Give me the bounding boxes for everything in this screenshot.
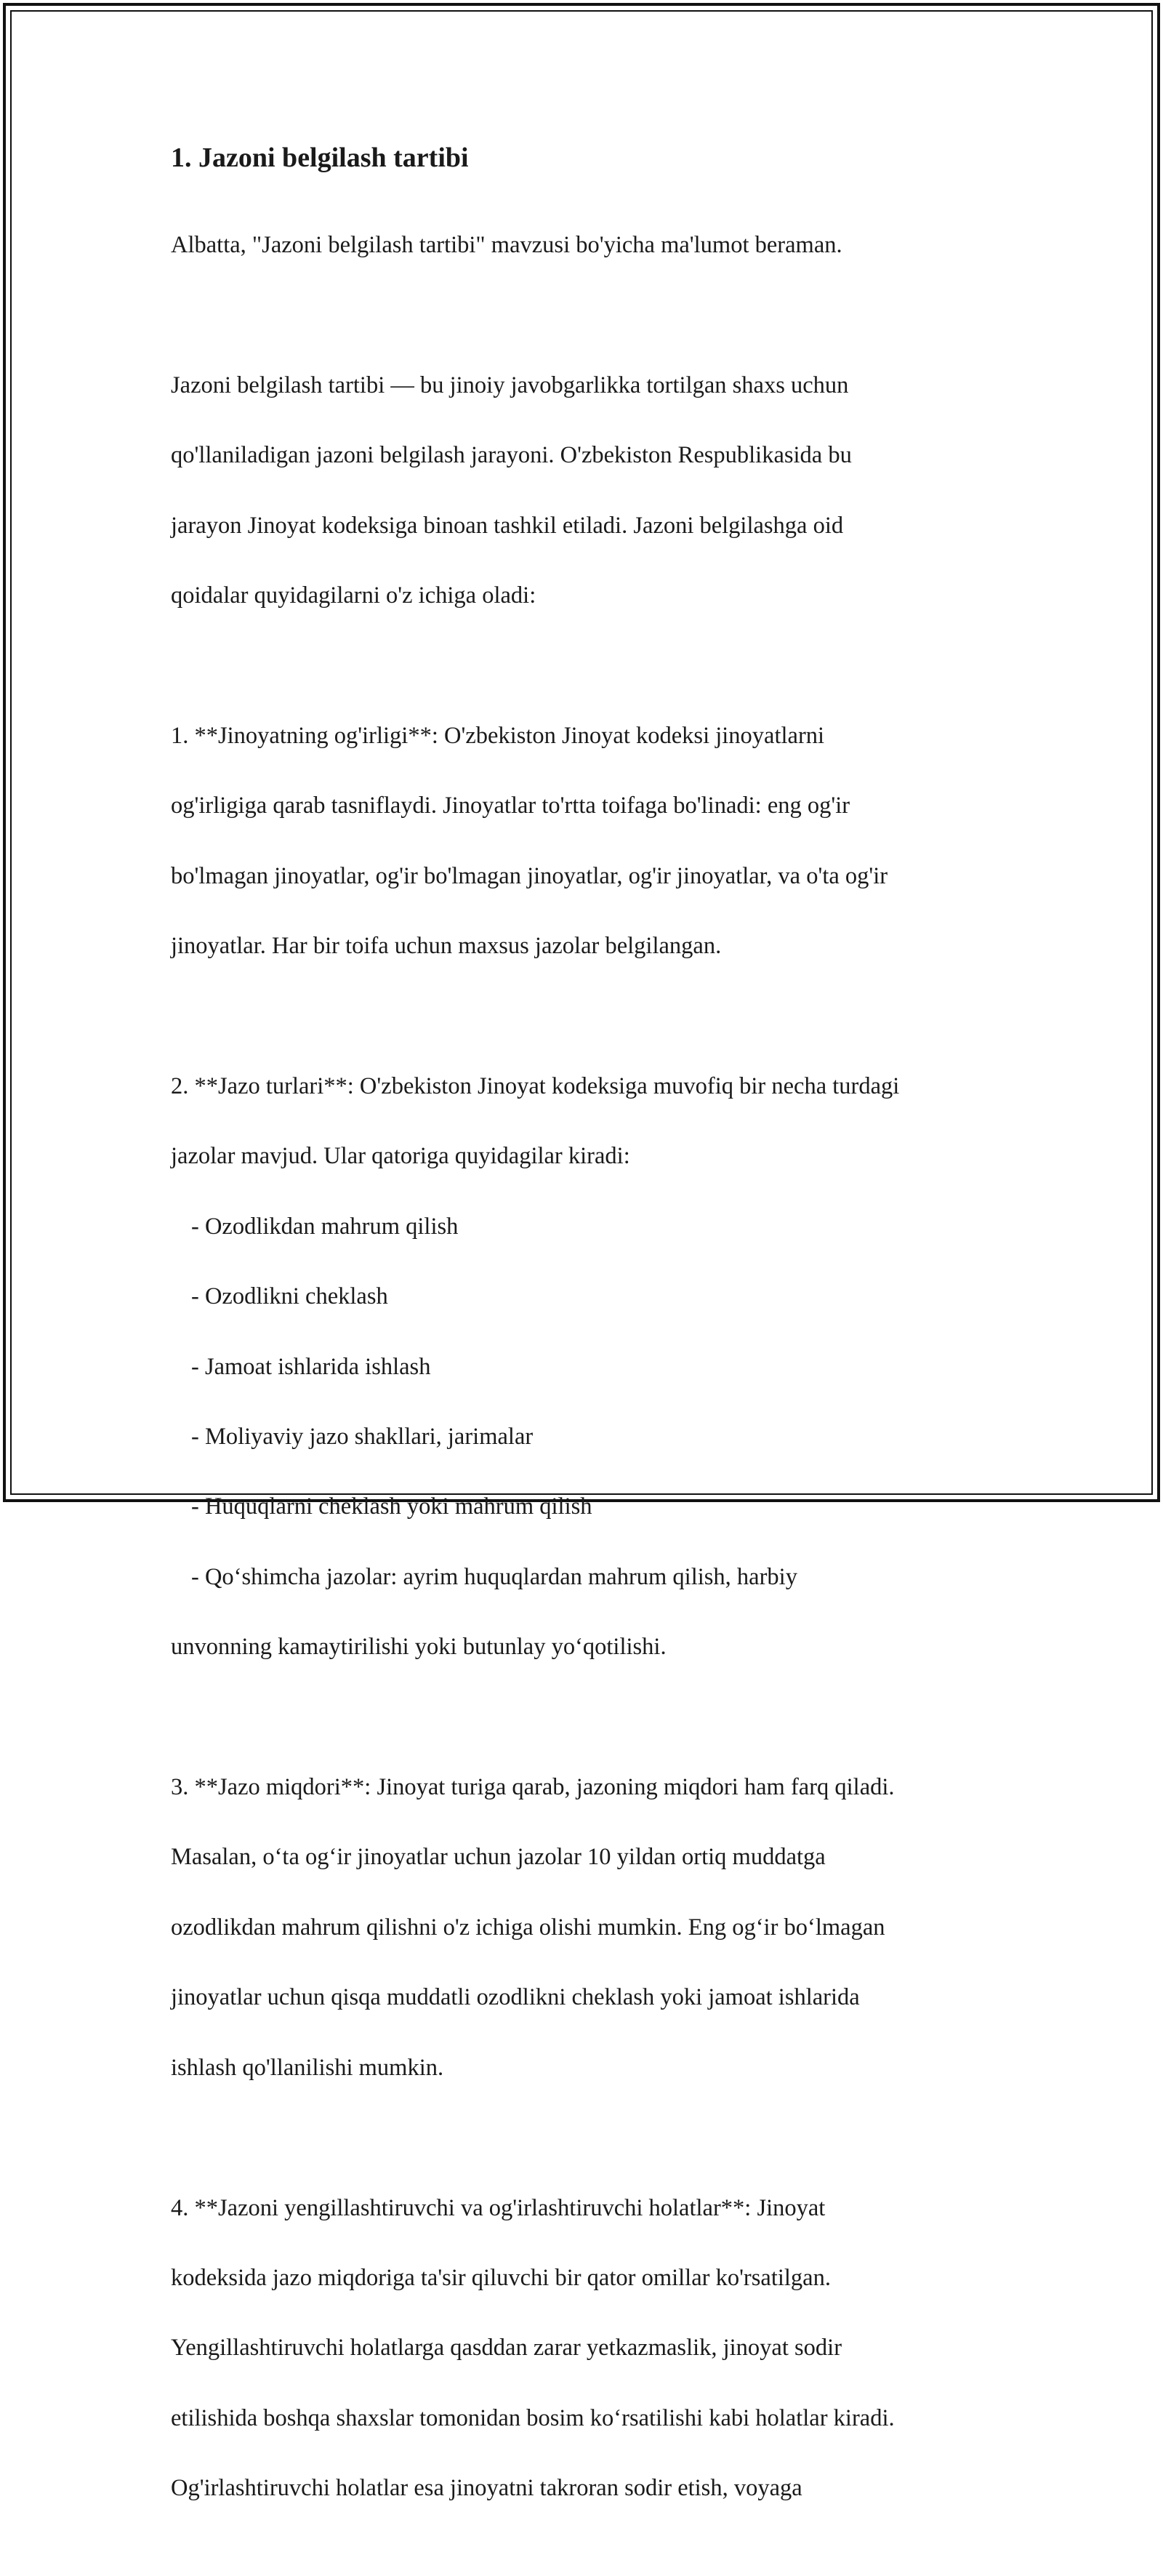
point-3-line: ozodlikdan mahrum qilishni o'z ichiga olishi mumkin. Eng og‘ir bo‘lmagan [171, 1914, 885, 1941]
point-4-line: Og'irlashtiruvchi holatlar esa jinoyatni takroran sodir etish, voyaga [171, 2475, 802, 2502]
definition-line: qo'llaniladigan jazoni belgilash jarayoni. O'zbekiston Respublikasida bu [171, 442, 852, 469]
definition-paragraph [171, 333, 1014, 649]
point-4-line: Yengillashtiruvchi holatlarga qasddan zarar yetkazmaslik, jinoyat sodir [171, 2335, 842, 2362]
definition-line: jarayon Jinoyat kodeksiga binoan tashkil etiladi. Jazoni belgilashga oid [171, 512, 844, 539]
point-3-line: ishlash qo'llanilishi mumkin. [171, 2054, 444, 2081]
point-4-line: 4. **Jazoni yengillashtiruvchi va og'irlashtiruvchi holatlar**: Jinoyat [171, 2194, 826, 2221]
penalty-list-item: - Qo‘shimcha jazolar: ayrim huquqlardan mahrum qilish, harbiy [191, 1563, 797, 1590]
penalty-list-item: - Moliyaviy jazo shakllari, jarimalar [191, 1424, 534, 1450]
point-2-paragraph [171, 1034, 1014, 1700]
point-4-line: kodeksida jazo miqdoriga ta'sir qiluvchi bir qator omillar ko'rsatilgan. [171, 2264, 831, 2291]
point-2-line: 2. **Jazo turlari**: O'zbekiston Jinoyat kodeksiga muvofiq bir necha turdagi [171, 1073, 900, 1100]
point-3-line: 3. **Jazo miqdori**: Jinoyat turiga qarab, jazoning miqdori ham farq qiladi. [171, 1774, 895, 1801]
point-3-line: jinoyatlar uchun qisqa muddatli ozodlikni cheklash yoki jamoat ishlarida [171, 1984, 860, 2011]
point-4-paragraph [171, 2155, 1014, 2540]
point-4-line: etilishida boshqa shaxslar tomonidan bosim ko‘rsatilishi kabi holatlar kiradi. [171, 2404, 895, 2431]
penalty-list-item: - Huquqlarni cheklash yoki mahrum qilish [191, 1493, 592, 1520]
intro-line: Albatta, "Jazoni belgilash tartibi" mavzusi bo'yicha ma'lumot beraman. [171, 232, 842, 259]
penalty-list-item: - Ozodlikdan mahrum qilish [191, 1213, 459, 1240]
penalty-list-item: - Ozodlikni cheklash [191, 1283, 388, 1310]
definition-line: qoidalar quyidagilarni o'z ichiga oladi: [171, 582, 536, 609]
penalty-list-item: - Jamoat ishlarida ishlash [191, 1353, 431, 1380]
point-3-paragraph [171, 1735, 1014, 2120]
intro-paragraph [171, 193, 1014, 298]
point-1-line: 1. **Jinoyatning og'irligi**: O'zbekiston Jinoyat kodeksi jinoyatlarni [171, 723, 825, 750]
point-1-paragraph [171, 683, 1014, 999]
point-2-line: unvonning kamaytirilishi yoki butunlay yo‘qotilishi. [171, 1634, 667, 1661]
definition-line: Jazoni belgilash tartibi — bu jinoiy javobgarlikka tortilgan shaxs uchun [171, 372, 849, 398]
point-1-line: jinoyatlar. Har bir toifa uchun maxsus jazolar belgilangan. [171, 933, 722, 960]
point-3-line: Masalan, o‘ta og‘ir jinoyatlar uchun jazolar 10 yildan ortiq muddatga [171, 1844, 826, 1871]
point-1-line: bo'lmagan jinoyatlar, og'ir bo'lmagan jinoyatlar, og'ir jinoyatlar, va o'ta og'ir [171, 862, 888, 889]
point-1-line: og'irligiga qarab tasniflaydi. Jinoyatlar to'rtta toifaga bo'linadi: eng og'ir [171, 793, 850, 819]
point-2-line: jazolar mavjud. Ular qatoriga quyidagilar kiradi: [171, 1143, 630, 1170]
document-body [171, 132, 1014, 2576]
document-title: 1. Jazoni belgilash tartibi [171, 143, 469, 173]
